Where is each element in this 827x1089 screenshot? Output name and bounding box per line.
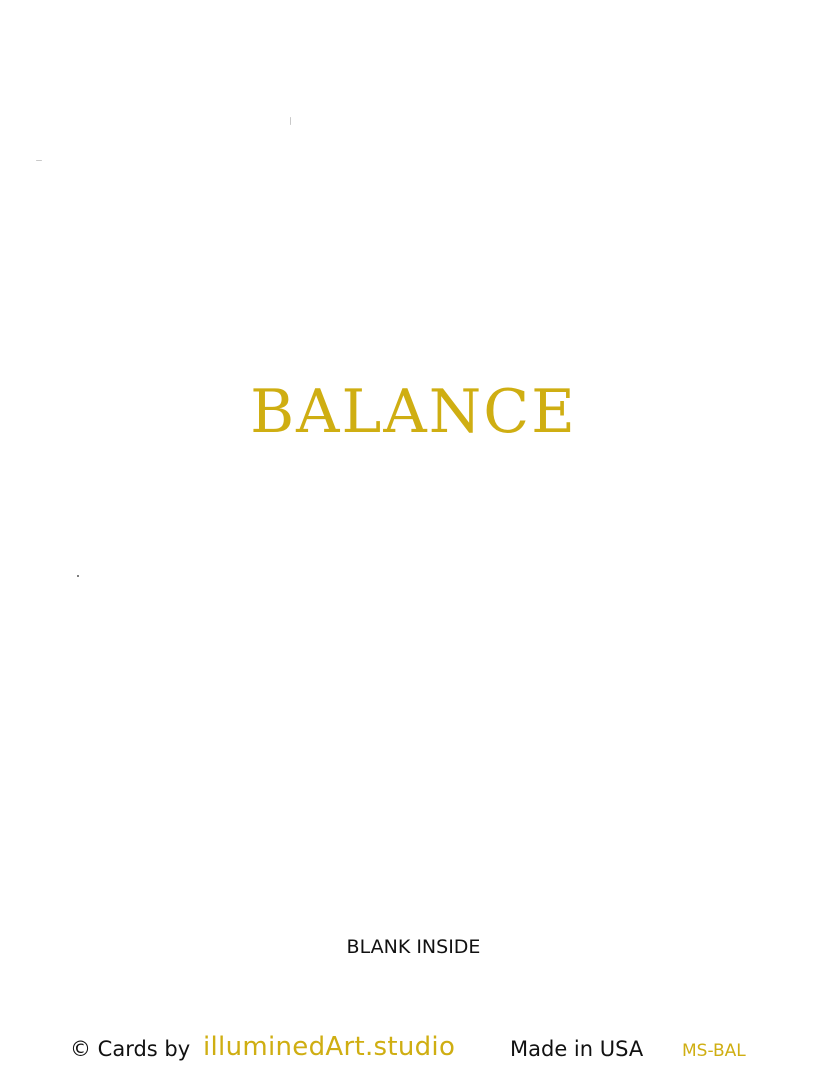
sku-code: MS-BAL [682, 1041, 746, 1061]
paper-speck [36, 160, 42, 161]
blank-inside-label: BLANK INSIDE [346, 936, 481, 958]
copyright-text: © Cards by [70, 1037, 191, 1061]
brand-name: illuminedArt.studio [203, 1032, 456, 1062]
card-footer [70, 1030, 770, 1064]
made-in-text: Made in USA [510, 1037, 644, 1061]
paper-speck [77, 575, 79, 577]
card-title: BALANCE [250, 377, 577, 447]
paper-speck [290, 117, 291, 125]
